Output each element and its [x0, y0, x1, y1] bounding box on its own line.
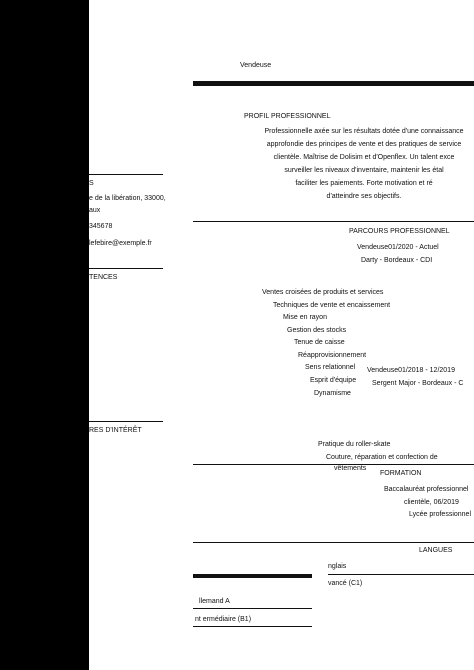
- profile-line: Professionnelle axée sur les résultats dotée d'une connaissance: [264, 128, 464, 135]
- interest-item: Couture, réparation et confection de: [326, 454, 438, 461]
- interests-rule: [89, 421, 163, 422]
- education-degree: Baccalauréat professionnel: [384, 486, 469, 493]
- skill-item: Techniques de vente et encaissement: [273, 302, 391, 309]
- job-company: Sergent Major - Bordeaux - C: [372, 380, 464, 387]
- skill-item: Esprit d'équipe: [310, 377, 357, 384]
- language-name: llemand A: [199, 598, 230, 605]
- phone-number: 345678: [89, 223, 113, 230]
- experience-rule: [193, 221, 474, 222]
- header-rule: [193, 81, 474, 86]
- address-line: aux: [89, 207, 101, 214]
- skills-heading: TENCES: [89, 274, 118, 281]
- education-rule: [193, 464, 474, 465]
- skill-item: Ventes croisées de produits et services: [262, 289, 384, 296]
- education-heading: FORMATION: [380, 470, 422, 477]
- interest-item: vêtements: [334, 465, 367, 472]
- language-name: nglais: [328, 563, 347, 570]
- language-level: nt ermédiaire (B1): [195, 616, 252, 623]
- skills-rule: [89, 268, 163, 269]
- interest-item: Pratique du roller-skate: [318, 441, 391, 448]
- skill-item: Réapprovisionnement: [298, 352, 367, 359]
- skill-item: Dynamisme: [314, 390, 351, 397]
- email-address: lefebire@exemple.fr: [89, 240, 152, 247]
- profile-heading: PROFIL PROFESSIONNEL: [244, 113, 331, 120]
- interests-heading: RES D'INTÉRÊT: [89, 427, 142, 434]
- profile-line: clientèle. Maîtrise de Dolisim et d'Openflex. Un talent exce: [273, 154, 455, 161]
- experience-heading: PARCOURS PROFESSIONNEL: [349, 228, 450, 235]
- left-sidebar-black-panel: [0, 0, 89, 670]
- contact-heading: S: [89, 180, 94, 187]
- profile-line: faciliter les paiements. Forte motivation et ré: [295, 180, 433, 187]
- profile-line: approfondie des principes de vente et des pratiques de service: [266, 141, 462, 148]
- skill-item: Gestion des stocks: [287, 327, 347, 334]
- language-level: vancé (C1): [328, 580, 363, 587]
- profile-line: surveiller les niveaux d'inventaire, maintenir les étal: [284, 167, 444, 174]
- job-title-date: Vendeuse01/2020 - Actuel: [357, 244, 439, 251]
- address-line: e de la libération, 33000,: [89, 195, 166, 202]
- job-company: Darty - Bordeaux - CDI: [361, 257, 433, 264]
- skill-item: Mise en rayon: [283, 314, 327, 321]
- skill-item: Tenue de caisse: [294, 339, 345, 346]
- job-title: Vendeuse: [240, 62, 272, 69]
- profile-line: d'atteindre ses objectifs.: [326, 193, 402, 200]
- languages-rule: [193, 542, 474, 543]
- education-school: Lycée professionnel: [409, 511, 472, 518]
- language-level-bar: [193, 574, 312, 578]
- skill-item: Sens relationnel: [305, 364, 356, 371]
- job-title-date: Vendeuse01/2018 - 12/2019: [367, 367, 455, 374]
- education-field-date: clientèle, 06/2019: [404, 499, 459, 506]
- language-level-track: [328, 574, 474, 575]
- profile-paragraph: [244, 125, 474, 203]
- contact-rule: [89, 174, 163, 175]
- language-level-track: [193, 626, 312, 627]
- language-level-track: [193, 608, 312, 609]
- languages-heading: LANGUES: [419, 547, 453, 554]
